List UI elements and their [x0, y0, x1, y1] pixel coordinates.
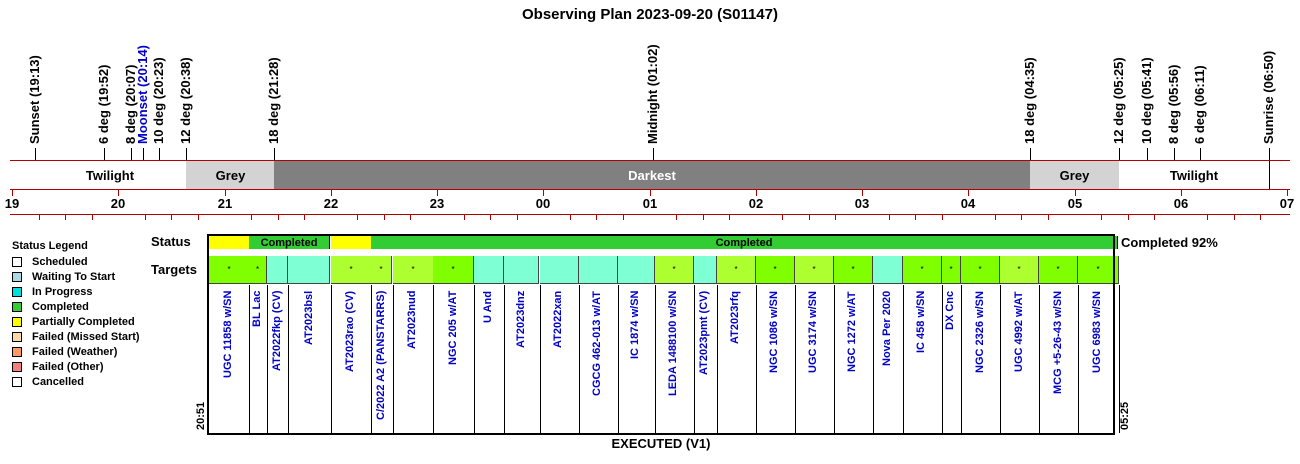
legend-item [12, 301, 89, 313]
event-tick [131, 148, 132, 160]
hour-tick [703, 214, 704, 220]
target-name[interactable]: AT2023bsl [303, 290, 315, 345]
legend-swatch [12, 377, 22, 387]
hour-tick [357, 214, 358, 220]
legend-swatch [12, 332, 22, 342]
target-cell[interactable]: * [209, 256, 250, 284]
hour-tick [171, 214, 172, 220]
target-name[interactable]: NGC 1272 w/AT [846, 291, 858, 372]
target-name[interactable]: LEDA 1488100 w/SN [667, 290, 679, 396]
hour-label: 05 [1067, 196, 1083, 211]
hour-tick [1154, 214, 1155, 220]
hour-tick [1128, 214, 1129, 220]
target-name[interactable]: IC 458 w/SN [915, 290, 927, 353]
hour-tick [1260, 214, 1261, 220]
legend-label: Waiting To Start [32, 271, 116, 283]
hour-tick [889, 214, 890, 220]
event-label: 6 deg (06:11) [1192, 65, 1207, 144]
event-label: 8 deg (05:56) [1166, 64, 1181, 144]
hour-tick [384, 214, 385, 220]
hour-tick [251, 214, 252, 220]
legend-label: Cancelled [32, 376, 84, 388]
event-label: 10 deg (20:23) [151, 57, 166, 144]
hour-tick [490, 214, 491, 220]
hour-tick [464, 214, 465, 220]
hour-tick [304, 214, 305, 220]
target-cell[interactable]: * [249, 256, 267, 284]
hour-tick [1234, 214, 1235, 220]
target-name[interactable]: AT2023rao (CV) [344, 290, 356, 372]
hour-axis-line [10, 214, 1290, 215]
hour-tick [570, 214, 571, 220]
target-cell[interactable]: * [1078, 256, 1119, 284]
hour-tick [1048, 214, 1049, 220]
event-tick [104, 148, 105, 160]
hour-tick [331, 190, 332, 196]
target-cell[interactable]: * [942, 256, 961, 284]
hour-tick [410, 214, 411, 220]
hour-tick [39, 214, 40, 220]
hour-tick [1101, 214, 1102, 220]
legend-swatch [12, 347, 22, 357]
target-name[interactable]: AT2023dnz [515, 290, 527, 348]
target-name[interactable]: AT2022fkp (CV) [271, 290, 283, 371]
target-cell[interactable]: * [717, 256, 756, 284]
event-tick [1119, 148, 1120, 160]
hour-tick [65, 214, 66, 220]
sky-phase: Grey [186, 161, 275, 189]
event-label: Sunrise (06:50) [1261, 50, 1276, 144]
legend-swatch [12, 257, 22, 267]
target-name[interactable]: Nova Per 2020 [881, 290, 893, 366]
hour-tick [623, 214, 624, 220]
hour-tick [543, 190, 544, 196]
legend-swatch [12, 362, 22, 372]
sky-phase: Grey [1030, 161, 1119, 189]
hour-tick [862, 190, 863, 196]
event-tick [186, 148, 187, 160]
target-name[interactable]: C/2022 A2 (PANSTARRS) [375, 290, 387, 420]
event-label: 12 deg (20:38) [178, 57, 193, 144]
event-label: 10 deg (05:41) [1139, 57, 1154, 144]
event-label: 8 deg (20:07) [123, 64, 138, 144]
hour-label: 03 [854, 196, 870, 211]
target-name[interactable]: AT2023nud [406, 290, 418, 349]
event-tick [653, 148, 654, 160]
legend-swatch [12, 317, 22, 327]
event-label: Sunset (19:13) [27, 55, 42, 144]
legend-label: Failed (Missed Start) [32, 331, 140, 343]
event-label: Moonset (20:14) [135, 45, 150, 144]
hour-tick [835, 214, 836, 220]
target-name[interactable]: UGC 6983 w/SN [1091, 291, 1103, 373]
legend-label: Scheduled [32, 256, 88, 268]
hour-tick [809, 214, 810, 220]
target-name[interactable]: NGC 1086 w/SN [768, 291, 780, 373]
hour-tick [145, 214, 146, 220]
hour-tick [915, 214, 916, 220]
legend-item [12, 286, 93, 298]
legend-item [12, 361, 104, 373]
hour-tick [1181, 190, 1182, 196]
legend-item [12, 271, 115, 283]
target-cell[interactable]: * [655, 256, 694, 284]
legend-item [12, 256, 88, 268]
sky-phase: Darkest [274, 161, 1030, 189]
target-name[interactable]: MCG +5-26-43 w/SN [1052, 290, 1064, 394]
hour-tick [1287, 190, 1288, 196]
hour-label: 19 [4, 196, 20, 211]
hour-tick [118, 190, 119, 196]
hour-tick [942, 214, 943, 220]
target-cell[interactable]: * [1039, 256, 1078, 284]
hour-tick [756, 190, 757, 196]
hour-tick [1207, 214, 1208, 220]
hour-tick [596, 214, 597, 220]
target-cell[interactable]: * [371, 256, 392, 284]
target-name[interactable]: NGC 205 w/AT [447, 290, 459, 365]
event-tick [1174, 148, 1175, 160]
footer-label: EXECUTED (V1) [611, 436, 711, 451]
hour-tick [437, 190, 438, 196]
target-cell[interactable]: * [756, 256, 795, 284]
hour-label: 06 [1173, 196, 1189, 211]
hour-label: 01 [642, 196, 658, 211]
page-title: Observing Plan 2023-09-20 (S01147) [522, 6, 778, 23]
plan-start-time: 20:51 [195, 401, 207, 430]
status-segment: Completed [371, 236, 1118, 249]
event-tick [159, 148, 160, 160]
target-cell[interactable]: * [961, 256, 1000, 284]
target-name[interactable]: NGC 2326 w/SN [974, 291, 986, 373]
plan-frame [207, 234, 1115, 435]
legend-item [12, 316, 135, 328]
hour-tick [198, 214, 199, 220]
legend-item [12, 331, 140, 343]
status-row-label: Status [151, 234, 191, 249]
hour-tick [92, 214, 93, 220]
sky-phase: Twilight [1119, 161, 1269, 189]
hour-label: 07 [1279, 196, 1295, 211]
event-label: 18 deg (21:28) [266, 57, 281, 144]
hour-tick [225, 190, 226, 196]
legend-item [12, 346, 117, 358]
target-name[interactable]: UGC 3174 w/SN [807, 291, 819, 373]
hour-tick [12, 190, 13, 196]
legend-swatch [12, 272, 22, 282]
status-summary: Completed 92% [1121, 235, 1218, 250]
target-name[interactable]: UGC 11858 w/SN [222, 290, 234, 378]
legend-swatch [12, 287, 22, 297]
status-segment: Completed [249, 236, 330, 249]
legend-label: Partially Completed [32, 316, 135, 328]
target-cell[interactable]: * [331, 256, 372, 284]
hour-tick [1021, 214, 1022, 220]
legend-label: Failed (Other) [32, 361, 104, 373]
target-name[interactable]: DX Cnc [944, 290, 956, 330]
event-label: 6 deg (19:52) [96, 64, 111, 144]
hour-tick [968, 190, 969, 196]
target-name[interactable]: UGC 4992 w/AT [1013, 291, 1025, 372]
targets-row-label: Targets [151, 262, 197, 277]
event-label: 12 deg (05:25) [1111, 57, 1126, 144]
target-cell[interactable]: * [903, 256, 942, 284]
hour-tick [995, 214, 996, 220]
target-cell[interactable]: * [433, 256, 474, 284]
event-tick [274, 148, 275, 160]
legend-label: In Progress [32, 286, 93, 298]
hour-label: 04 [960, 196, 976, 211]
target-name[interactable]: AT2022xan [552, 290, 564, 348]
hour-tick [676, 214, 677, 220]
event-tick [143, 148, 144, 160]
event-tick [1030, 148, 1031, 160]
sky-phase: Twilight [35, 161, 185, 189]
target-name[interactable]: AT2023pmt (CV) [698, 290, 710, 375]
hour-label: 00 [535, 196, 551, 211]
hour-tick [729, 214, 730, 220]
target-name[interactable]: IC 1874 w/SN [629, 290, 641, 359]
target-name[interactable]: AT2023rfq [729, 291, 741, 344]
target-name[interactable]: CGCG 462-013 w/AT [591, 291, 603, 396]
event-label: Midnight (01:02) [645, 44, 660, 144]
legend-swatch [12, 302, 22, 312]
plan-end-time: 05:25 [1119, 401, 1131, 430]
hour-label: 23 [429, 196, 445, 211]
hour-tick [650, 190, 651, 196]
hour-tick [782, 214, 783, 220]
legend-title: Status Legend [12, 240, 88, 252]
target-cell[interactable]: * [393, 256, 434, 284]
target-cell[interactable]: * [834, 256, 873, 284]
event-label: 18 deg (04:35) [1022, 57, 1037, 144]
legend-item [12, 376, 84, 388]
event-tick [1147, 148, 1148, 160]
event-tick [1269, 148, 1270, 190]
hour-label: 02 [748, 196, 764, 211]
hour-tick [278, 214, 279, 220]
target-name[interactable]: BL Lac [251, 290, 263, 327]
legend-label: Completed [32, 301, 89, 313]
legend-label: Failed (Weather) [32, 346, 118, 358]
hour-label: 20 [110, 196, 126, 211]
hour-tick [517, 214, 518, 220]
target-name[interactable]: U And [482, 291, 494, 323]
hour-tick [1075, 190, 1076, 196]
target-cell[interactable]: * [1000, 256, 1039, 284]
event-tick [1200, 148, 1201, 160]
hour-label: 22 [323, 196, 339, 211]
hour-label: 21 [217, 196, 233, 211]
target-cell[interactable]: * [795, 256, 834, 284]
